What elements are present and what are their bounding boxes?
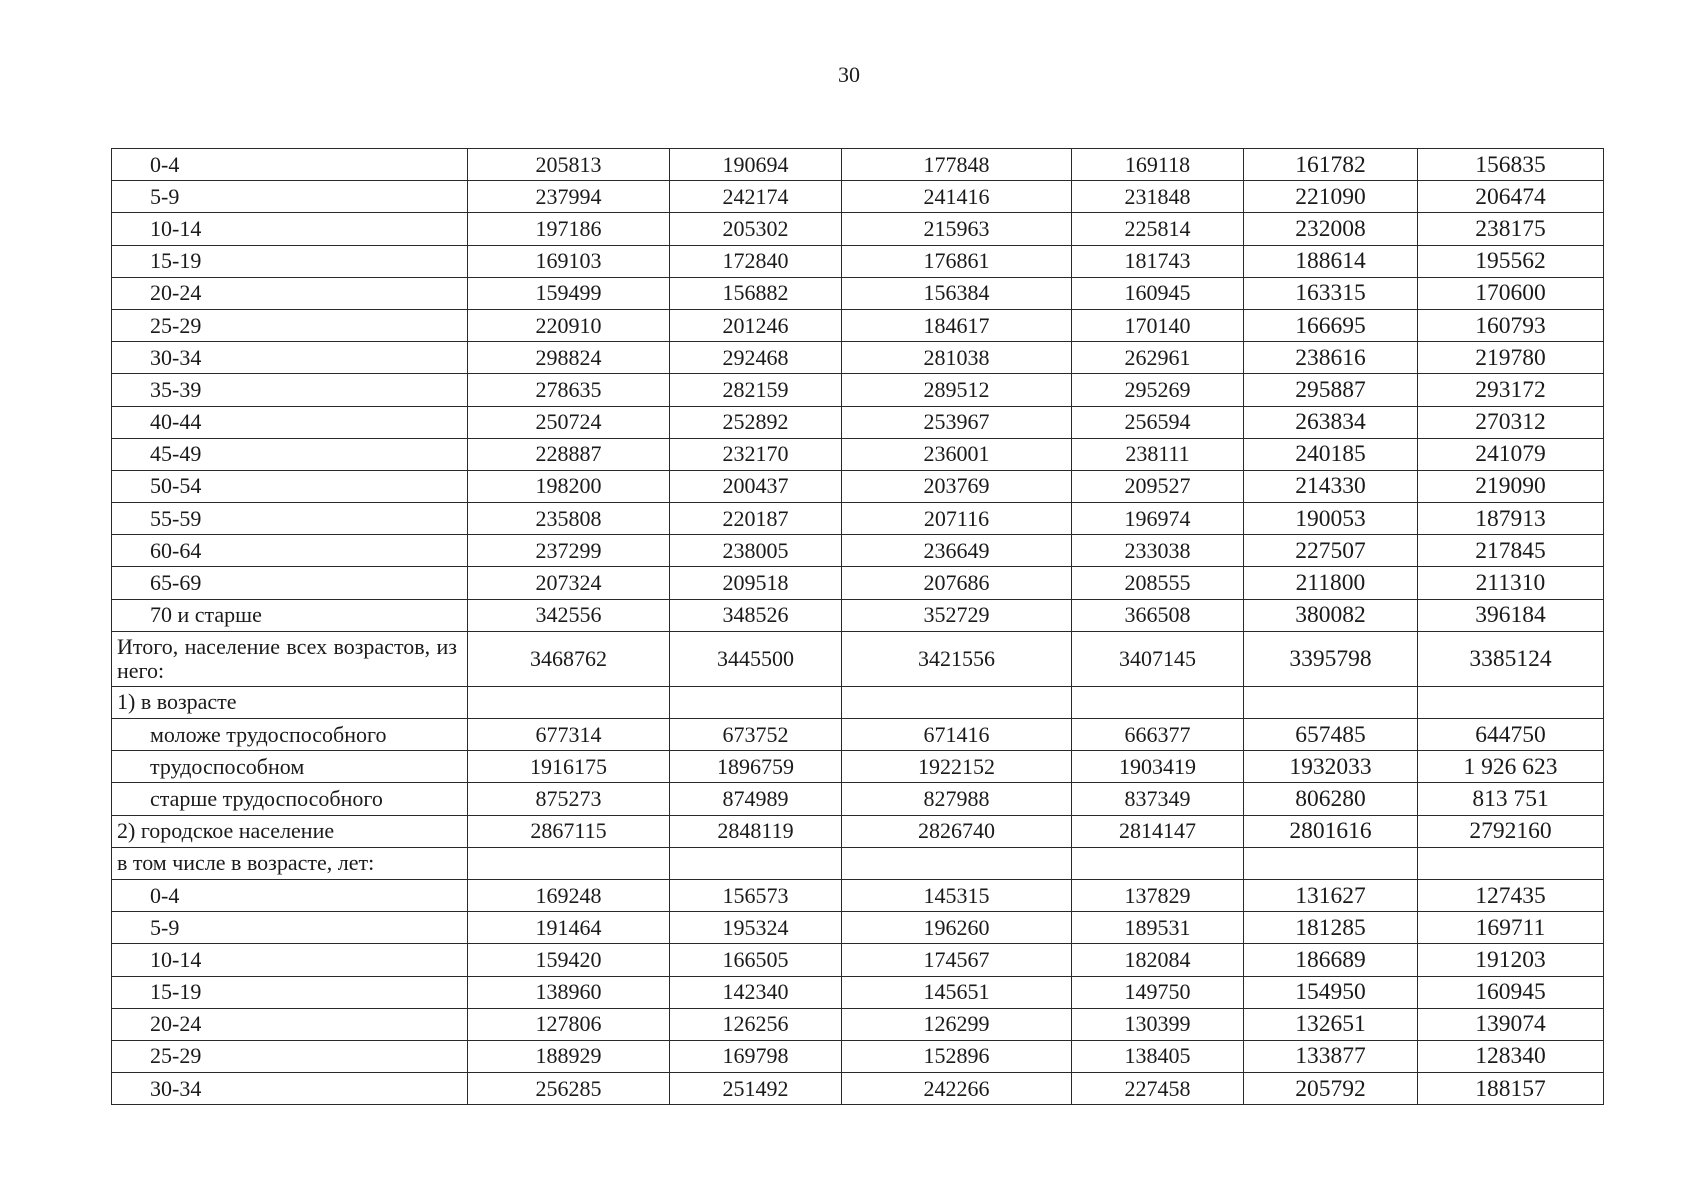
value-cell: 348526 xyxy=(670,599,842,631)
value-cell: 3385124 xyxy=(1418,631,1604,686)
value-cell: 160945 xyxy=(1072,277,1244,309)
value-cell: 236001 xyxy=(842,438,1072,470)
value-cell: 666377 xyxy=(1072,719,1244,751)
value-cell xyxy=(842,847,1072,879)
value-cell: 233038 xyxy=(1072,535,1244,567)
value-cell: 227458 xyxy=(1072,1073,1244,1105)
value-cell: 3421556 xyxy=(842,631,1072,686)
value-cell: 240185 xyxy=(1244,438,1418,470)
table-row xyxy=(112,567,1604,599)
value-cell: 209527 xyxy=(1072,470,1244,502)
row-label: в том числе в возрасте, лет: xyxy=(112,847,468,879)
row-label: 35-39 xyxy=(112,374,468,406)
value-cell: 1 926 623 xyxy=(1418,751,1604,783)
value-cell: 207324 xyxy=(468,567,670,599)
table-row xyxy=(112,342,1604,374)
table-row xyxy=(112,976,1604,1008)
row-label: 20-24 xyxy=(112,1008,468,1040)
value-cell: 282159 xyxy=(670,374,842,406)
value-cell: 2867115 xyxy=(468,815,670,847)
value-cell: 220910 xyxy=(468,309,670,341)
value-cell: 342556 xyxy=(468,599,670,631)
value-cell: 2826740 xyxy=(842,815,1072,847)
value-cell: 145315 xyxy=(842,879,1072,911)
value-cell: 270312 xyxy=(1418,406,1604,438)
value-cell: 203769 xyxy=(842,470,1072,502)
row-label: 2) городское население xyxy=(112,815,468,847)
value-cell: 237994 xyxy=(468,181,670,213)
value-cell: 170600 xyxy=(1418,277,1604,309)
value-cell xyxy=(1072,686,1244,718)
value-cell: 289512 xyxy=(842,374,1072,406)
value-cell: 644750 xyxy=(1418,719,1604,751)
value-cell: 197186 xyxy=(468,213,670,245)
value-cell: 189531 xyxy=(1072,912,1244,944)
value-cell: 131627 xyxy=(1244,879,1418,911)
value-cell: 250724 xyxy=(468,406,670,438)
value-cell: 237299 xyxy=(468,535,670,567)
value-cell: 214330 xyxy=(1244,470,1418,502)
value-cell: 169798 xyxy=(670,1040,842,1072)
value-cell: 159499 xyxy=(468,277,670,309)
value-cell: 184617 xyxy=(842,309,1072,341)
value-cell: 2814147 xyxy=(1072,815,1244,847)
value-cell: 182084 xyxy=(1072,944,1244,976)
row-label: Итого, население всех возрастов, из него: xyxy=(112,631,468,686)
row-label: 1) в возрасте xyxy=(112,686,468,718)
value-cell: 262961 xyxy=(1072,342,1244,374)
table-row xyxy=(112,847,1604,879)
value-cell: 228887 xyxy=(468,438,670,470)
value-cell: 238616 xyxy=(1244,342,1418,374)
value-cell: 139074 xyxy=(1418,1008,1604,1040)
value-cell: 2801616 xyxy=(1244,815,1418,847)
value-cell: 298824 xyxy=(468,342,670,374)
value-cell: 169248 xyxy=(468,879,670,911)
value-cell: 166695 xyxy=(1244,309,1418,341)
value-cell: 256594 xyxy=(1072,406,1244,438)
value-cell: 170140 xyxy=(1072,309,1244,341)
table-row xyxy=(112,181,1604,213)
value-cell xyxy=(842,686,1072,718)
table-row xyxy=(112,406,1604,438)
value-cell: 127806 xyxy=(468,1008,670,1040)
value-cell: 169118 xyxy=(1072,149,1244,181)
table-row xyxy=(112,815,1604,847)
value-cell: 220187 xyxy=(670,503,842,535)
value-cell: 837349 xyxy=(1072,783,1244,815)
value-cell: 657485 xyxy=(1244,719,1418,751)
value-cell: 138960 xyxy=(468,976,670,1008)
value-cell: 177848 xyxy=(842,149,1072,181)
value-cell: 671416 xyxy=(842,719,1072,751)
value-cell: 198200 xyxy=(468,470,670,502)
row-label: трудоспособном xyxy=(112,751,468,783)
value-cell: 201246 xyxy=(670,309,842,341)
value-cell: 677314 xyxy=(468,719,670,751)
value-cell: 1922152 xyxy=(842,751,1072,783)
value-cell: 156835 xyxy=(1418,149,1604,181)
row-label: 15-19 xyxy=(112,245,468,277)
value-cell: 186689 xyxy=(1244,944,1418,976)
row-label: 70 и старше xyxy=(112,599,468,631)
value-cell: 207116 xyxy=(842,503,1072,535)
table-row xyxy=(112,719,1604,751)
value-cell xyxy=(670,847,842,879)
value-cell: 242174 xyxy=(670,181,842,213)
row-label: 65-69 xyxy=(112,567,468,599)
table-row xyxy=(112,277,1604,309)
value-cell: 152896 xyxy=(842,1040,1072,1072)
value-cell: 396184 xyxy=(1418,599,1604,631)
population-table xyxy=(111,148,1604,1105)
value-cell: 169711 xyxy=(1418,912,1604,944)
value-cell: 174567 xyxy=(842,944,1072,976)
value-cell: 195562 xyxy=(1418,245,1604,277)
value-cell: 219090 xyxy=(1418,470,1604,502)
value-cell: 241416 xyxy=(842,181,1072,213)
value-cell: 156882 xyxy=(670,277,842,309)
value-cell: 190694 xyxy=(670,149,842,181)
row-label: 10-14 xyxy=(112,213,468,245)
value-cell: 145651 xyxy=(842,976,1072,1008)
value-cell: 149750 xyxy=(1072,976,1244,1008)
value-cell: 211310 xyxy=(1418,567,1604,599)
value-cell: 127435 xyxy=(1418,879,1604,911)
value-cell: 241079 xyxy=(1418,438,1604,470)
value-cell: 221090 xyxy=(1244,181,1418,213)
row-label: 50-54 xyxy=(112,470,468,502)
page-number: 30 xyxy=(838,62,860,87)
value-cell: 2792160 xyxy=(1418,815,1604,847)
value-cell: 874989 xyxy=(670,783,842,815)
value-cell: 206474 xyxy=(1418,181,1604,213)
table-row xyxy=(112,309,1604,341)
value-cell: 211800 xyxy=(1244,567,1418,599)
value-cell: 132651 xyxy=(1244,1008,1418,1040)
table-row xyxy=(112,631,1604,686)
value-cell: 278635 xyxy=(468,374,670,406)
value-cell: 205792 xyxy=(1244,1073,1418,1105)
value-cell: 166505 xyxy=(670,944,842,976)
value-cell: 238111 xyxy=(1072,438,1244,470)
value-cell: 232170 xyxy=(670,438,842,470)
row-label: 45-49 xyxy=(112,438,468,470)
value-cell: 188929 xyxy=(468,1040,670,1072)
table-row xyxy=(112,470,1604,502)
value-cell: 3407145 xyxy=(1072,631,1244,686)
table-row xyxy=(112,535,1604,567)
value-cell: 1916175 xyxy=(468,751,670,783)
value-cell: 219780 xyxy=(1418,342,1604,374)
row-label: 15-19 xyxy=(112,976,468,1008)
value-cell: 205813 xyxy=(468,149,670,181)
value-cell: 263834 xyxy=(1244,406,1418,438)
row-label: 30-34 xyxy=(112,342,468,374)
row-label: старше трудоспособного xyxy=(112,783,468,815)
value-cell: 181743 xyxy=(1072,245,1244,277)
value-cell: 1932033 xyxy=(1244,751,1418,783)
value-cell: 3468762 xyxy=(468,631,670,686)
value-cell: 126299 xyxy=(842,1008,1072,1040)
value-cell: 181285 xyxy=(1244,912,1418,944)
value-cell: 251492 xyxy=(670,1073,842,1105)
table-row xyxy=(112,503,1604,535)
value-cell: 295887 xyxy=(1244,374,1418,406)
table-row xyxy=(112,438,1604,470)
value-cell: 3395798 xyxy=(1244,631,1418,686)
value-cell: 172840 xyxy=(670,245,842,277)
value-cell: 160793 xyxy=(1418,309,1604,341)
table-row xyxy=(112,686,1604,718)
value-cell: 236649 xyxy=(842,535,1072,567)
row-label: 55-59 xyxy=(112,503,468,535)
table-row xyxy=(112,751,1604,783)
value-cell: 813 751 xyxy=(1418,783,1604,815)
row-label: 60-64 xyxy=(112,535,468,567)
value-cell: 190053 xyxy=(1244,503,1418,535)
value-cell: 163315 xyxy=(1244,277,1418,309)
value-cell: 205302 xyxy=(670,213,842,245)
table-row xyxy=(112,1008,1604,1040)
value-cell: 231848 xyxy=(1072,181,1244,213)
row-label: 40-44 xyxy=(112,406,468,438)
value-cell: 128340 xyxy=(1418,1040,1604,1072)
value-cell: 200437 xyxy=(670,470,842,502)
value-cell: 227507 xyxy=(1244,535,1418,567)
value-cell: 225814 xyxy=(1072,213,1244,245)
row-label: 5-9 xyxy=(112,181,468,213)
value-cell xyxy=(468,686,670,718)
value-cell: 295269 xyxy=(1072,374,1244,406)
table-row xyxy=(112,879,1604,911)
value-cell: 217845 xyxy=(1418,535,1604,567)
value-cell: 352729 xyxy=(842,599,1072,631)
value-cell: 188614 xyxy=(1244,245,1418,277)
row-label: 0-4 xyxy=(112,149,468,181)
value-cell: 156384 xyxy=(842,277,1072,309)
value-cell: 161782 xyxy=(1244,149,1418,181)
value-cell: 196260 xyxy=(842,912,1072,944)
value-cell: 238175 xyxy=(1418,213,1604,245)
value-cell xyxy=(468,847,670,879)
value-cell: 252892 xyxy=(670,406,842,438)
value-cell: 187913 xyxy=(1418,503,1604,535)
value-cell: 253967 xyxy=(842,406,1072,438)
value-cell: 366508 xyxy=(1072,599,1244,631)
value-cell: 154950 xyxy=(1244,976,1418,1008)
value-cell xyxy=(670,686,842,718)
value-cell: 1903419 xyxy=(1072,751,1244,783)
value-cell: 208555 xyxy=(1072,567,1244,599)
row-label: 10-14 xyxy=(112,944,468,976)
value-cell: 232008 xyxy=(1244,213,1418,245)
value-cell: 3445500 xyxy=(670,631,842,686)
value-cell: 176861 xyxy=(842,245,1072,277)
value-cell: 137829 xyxy=(1072,879,1244,911)
value-cell: 160945 xyxy=(1418,976,1604,1008)
value-cell: 169103 xyxy=(468,245,670,277)
value-cell: 2848119 xyxy=(670,815,842,847)
table-body xyxy=(112,149,1604,1105)
row-label: 25-29 xyxy=(112,309,468,341)
value-cell: 673752 xyxy=(670,719,842,751)
value-cell xyxy=(1072,847,1244,879)
value-cell: 207686 xyxy=(842,567,1072,599)
value-cell: 1896759 xyxy=(670,751,842,783)
value-cell: 126256 xyxy=(670,1008,842,1040)
value-cell: 191464 xyxy=(468,912,670,944)
table-row xyxy=(112,245,1604,277)
value-cell: 806280 xyxy=(1244,783,1418,815)
row-label: 30-34 xyxy=(112,1073,468,1105)
value-cell: 875273 xyxy=(468,783,670,815)
value-cell: 195324 xyxy=(670,912,842,944)
table-row xyxy=(112,783,1604,815)
value-cell: 238005 xyxy=(670,535,842,567)
value-cell: 215963 xyxy=(842,213,1072,245)
value-cell xyxy=(1244,686,1418,718)
value-cell: 235808 xyxy=(468,503,670,535)
value-cell: 209518 xyxy=(670,567,842,599)
value-cell xyxy=(1418,847,1604,879)
row-label: 0-4 xyxy=(112,879,468,911)
value-cell: 156573 xyxy=(670,879,842,911)
row-label: 25-29 xyxy=(112,1040,468,1072)
value-cell: 188157 xyxy=(1418,1073,1604,1105)
value-cell xyxy=(1418,686,1604,718)
value-cell: 142340 xyxy=(670,976,842,1008)
row-label: моложе трудоспособного xyxy=(112,719,468,751)
value-cell: 827988 xyxy=(842,783,1072,815)
row-label: 20-24 xyxy=(112,277,468,309)
value-cell: 159420 xyxy=(468,944,670,976)
value-cell: 256285 xyxy=(468,1073,670,1105)
value-cell: 138405 xyxy=(1072,1040,1244,1072)
value-cell: 130399 xyxy=(1072,1008,1244,1040)
value-cell: 133877 xyxy=(1244,1040,1418,1072)
table-row xyxy=(112,912,1604,944)
value-cell: 380082 xyxy=(1244,599,1418,631)
value-cell: 242266 xyxy=(842,1073,1072,1105)
table-row xyxy=(112,944,1604,976)
table-row xyxy=(112,1073,1604,1105)
table-row xyxy=(112,149,1604,181)
value-cell xyxy=(1244,847,1418,879)
table-row xyxy=(112,374,1604,406)
table-row xyxy=(112,213,1604,245)
row-label: 5-9 xyxy=(112,912,468,944)
value-cell: 292468 xyxy=(670,342,842,374)
table-row xyxy=(112,1040,1604,1072)
value-cell: 191203 xyxy=(1418,944,1604,976)
table-row xyxy=(112,599,1604,631)
value-cell: 293172 xyxy=(1418,374,1604,406)
value-cell: 281038 xyxy=(842,342,1072,374)
value-cell: 196974 xyxy=(1072,503,1244,535)
